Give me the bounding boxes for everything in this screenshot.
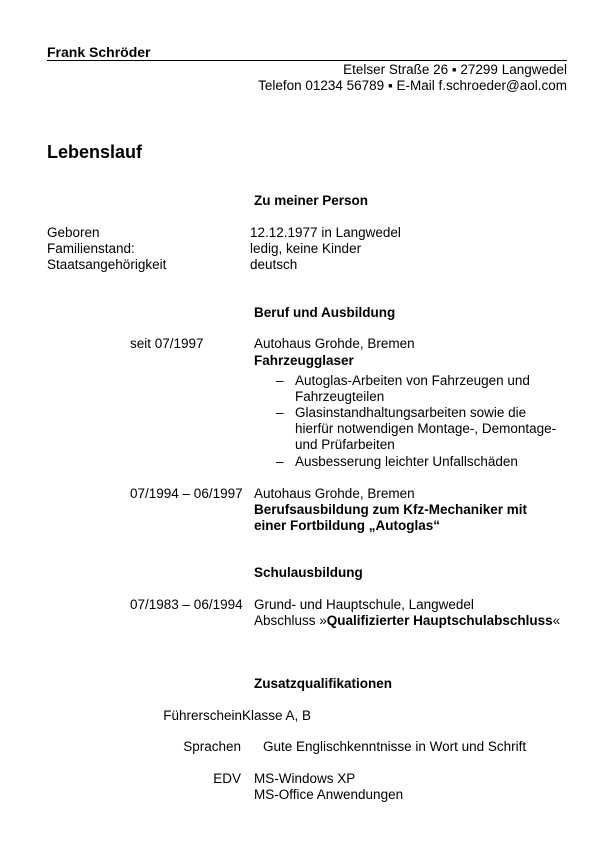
bullet-dash: – [276,373,284,388]
contact-line: Telefon 01234 56789 ▪ E-Mail f.schroeder@aol.com [258,78,567,93]
address-line: Etelser Straße 26 ▪ 27299 Langwedel [343,62,567,77]
bullet-text: Glasinstandhaltungsarbeiten sowie die [295,405,527,420]
label-it-skills: EDV [213,771,241,786]
value-it-skill: MS-Windows XP [254,771,356,786]
value-birth: 12.12.1977 in Langwedel [250,225,401,240]
job2-position-line1: Berufsausbildung zum Kfz-Mechaniker mit [254,502,528,517]
label-drivers-license: Führerschein [163,708,242,723]
bullet-text: Fahrzeugteilen [295,389,385,404]
value-marital-status: ledig, keine Kinder [250,241,362,256]
job2-date: 07/1994 – 06/1997 [130,486,243,501]
page-title: Lebenslauf [47,142,143,162]
school-date: 07/1983 – 06/1994 [130,597,243,612]
section-heading-extra: Zusatzqualifikationen [254,676,393,691]
value-drivers-license: Klasse A, B [242,708,312,723]
label-nationality: Staatsangehörigkeit [47,257,167,272]
applicant-name: Frank Schröder [47,44,151,60]
header-divider [47,60,567,61]
bullet-text: und Prüfarbeiten [295,437,395,452]
label-languages: Sprachen [183,739,241,754]
bullet-text: hierfür notwendigen Montage-, Demontage- [295,421,557,436]
degree-suffix: « [552,613,561,628]
section-heading-school: Schulausbildung [254,565,363,580]
degree-name: Qualifizierter Hauptschulabschluss [326,613,553,628]
bullet-dash: – [276,454,284,469]
school-name: Grund- und Hauptschule, Langwedel [254,597,474,612]
job1-date: seit 07/1997 [130,336,204,351]
value-it-skill: MS-Office Anwendungen [254,787,404,802]
school-degree [254,613,560,628]
bullet-dash: – [276,405,284,420]
value-nationality: deutsch [250,257,298,272]
bullet-text: Autoglas-Arbeiten von Fahrzeugen und [295,373,530,388]
job2-position-line2: einer Fortbildung „Autoglas“ [254,518,440,533]
label-birth: Geboren [47,225,100,240]
job2-employer: Autohaus Grohde, Bremen [254,486,415,501]
value-languages: Gute Englischkenntnisse in Wort und Schrift [263,739,527,754]
label-marital-status: Familienstand: [47,241,135,256]
job1-employer: Autohaus Grohde, Bremen [254,336,415,351]
section-heading-person: Zu meiner Person [254,193,369,208]
section-heading-career: Beruf und Ausbildung [254,305,396,320]
degree-prefix: Abschluss » [254,613,327,628]
job1-position: Fahrzeugglaser [254,353,354,368]
bullet-text: Ausbesserung leichter Unfallschäden [295,454,518,469]
